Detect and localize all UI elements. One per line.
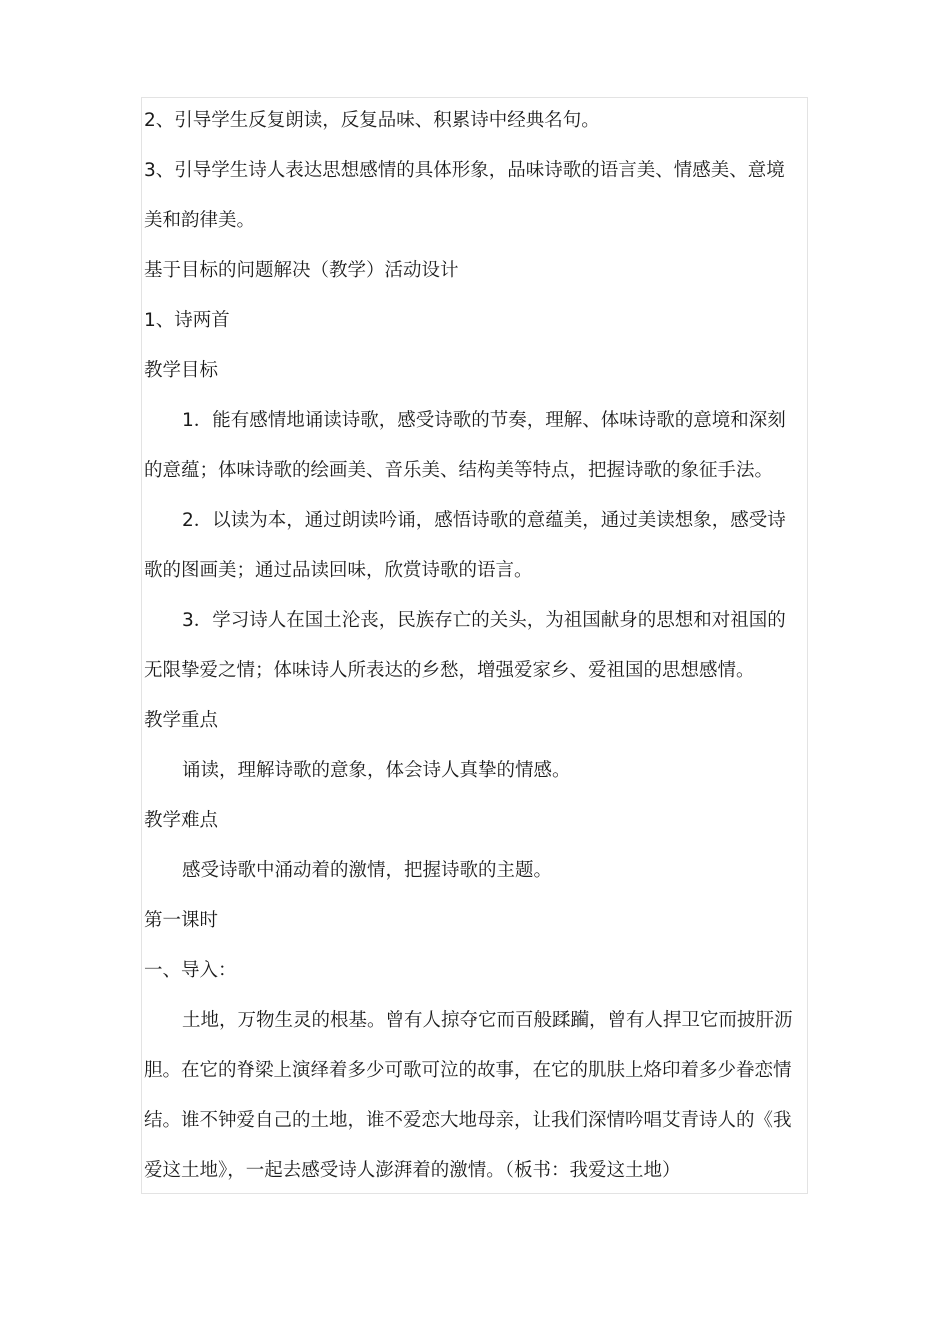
text-line: 诵读，理解诗歌的意象，体会诗人真挚的情感。 — [182, 760, 571, 781]
text-line: 无限挚爱之情；体味诗人所表达的乡愁，增强爱家乡、爱祖国的思想感情。 — [144, 660, 755, 681]
text-line: 感受诗歌中涌动着的激情，把握诗歌的主题。 — [182, 860, 553, 881]
text-line: 美和韵律美。 — [144, 210, 256, 231]
text-line: 胆。在它的脊梁上演绎着多少可歌可泣的故事，在它的肌肤上烙印着多少眷恋情 — [144, 1060, 792, 1081]
text-line: 2、引导学生反复朗读，反复品味、积累诗中经典名句。 — [144, 110, 600, 131]
section-heading: 1、诗两首 — [144, 310, 230, 331]
section-heading: 教学难点 — [144, 810, 219, 831]
section-heading: 一、导入： — [144, 960, 237, 981]
text-line: 歌的图画美；通过品读回味，欣赏诗歌的语言。 — [144, 560, 533, 581]
text-line: 2．以读为本，通过朗读吟诵，感悟诗歌的意蕴美，通过美读想象，感受诗 — [182, 510, 786, 531]
text-line: 土地，万物生灵的根基。曾有人掠夺它而百般蹂躏，曾有人捍卫它而披肝沥 — [182, 1010, 793, 1031]
section-heading: 教学重点 — [144, 710, 219, 731]
text-line: 3．学习诗人在国土沦丧，民族存亡的关头，为祖国献身的思想和对祖国的 — [182, 610, 786, 631]
section-heading: 第一课时 — [144, 910, 219, 931]
section-heading: 基于目标的问题解决（教学）活动设计 — [144, 260, 459, 281]
text-line: 结。谁不钟爱自己的土地，谁不爱恋大地母亲，让我们深情吟唱艾青诗人的《我 — [144, 1110, 792, 1131]
text-line: 爱这土地》，一起去感受诗人澎湃着的激情。（板书：我爱这土地） — [144, 1160, 681, 1181]
text-line: 的意蕴；体味诗歌的绘画美、音乐美、结构美等特点，把握诗歌的象征手法。 — [144, 460, 774, 481]
text-line: 3、引导学生诗人表达思想感情的具体形象，品味诗歌的语言美、情感美、意境 — [144, 160, 785, 181]
document-body — [144, 96, 808, 1196]
text-line: 1．能有感情地诵读诗歌，感受诗歌的节奏，理解、体味诗歌的意境和深刻 — [182, 410, 786, 431]
section-heading: 教学目标 — [144, 360, 219, 381]
